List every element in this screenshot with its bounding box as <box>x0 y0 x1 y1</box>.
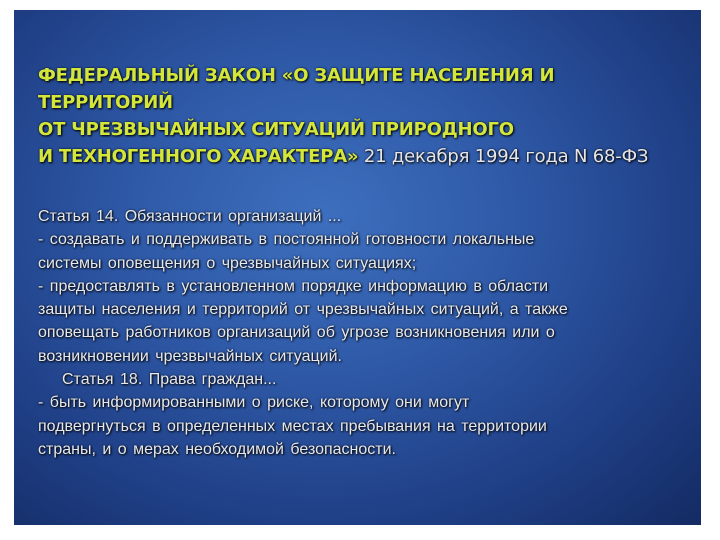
title-line-1: ФЕДЕРАЛЬНЫЙ ЗАКОН «О ЗАЩИТЕ НАСЕЛЕНИЯ И <box>38 65 555 86</box>
body-line: - создавать и поддерживать в постоянной готовности локальные <box>38 231 535 249</box>
title-line-3: ОТ ЧРЕЗВЫЧАЙНЫХ СИТУАЦИЙ ПРИРОДНОГО <box>38 119 514 140</box>
body-line: оповещать работников организаций об угрозе возникновения или о <box>38 324 555 342</box>
body-line: подвергнуться в определенных местах пребывания на территории <box>38 417 547 435</box>
article-14-heading: Статья 14. Обязанности организаций ... <box>38 208 342 225</box>
slide <box>14 10 701 525</box>
title-line-2: ТЕРРИТОРИЙ <box>38 92 173 113</box>
body-line: системы оповещения о чрезвычайных ситуациях; <box>38 254 417 272</box>
body-line: - быть информированными о риске, которому они могут <box>38 394 470 412</box>
body-line: защиты населения и территорий от чрезвычайных ситуаций, а также <box>38 301 568 319</box>
body-line: - предоставлять в установленном порядке информацию в области <box>38 277 549 295</box>
law-date: 21 декабря 1994 года N 68-ФЗ <box>358 146 649 167</box>
law-body-text <box>38 205 688 461</box>
article-18-heading: Статья 18. Права граждан... <box>62 371 277 389</box>
title-line-4 <box>38 143 678 170</box>
law-title <box>38 62 678 170</box>
title-line-4-text: И ТЕХНОГЕННОГО ХАРАКТЕРА» <box>38 146 359 167</box>
body-line: страны, и о мерах необходимой безопасности. <box>38 440 396 458</box>
body-line: возникновении чрезвычайных ситуаций. <box>38 347 342 365</box>
